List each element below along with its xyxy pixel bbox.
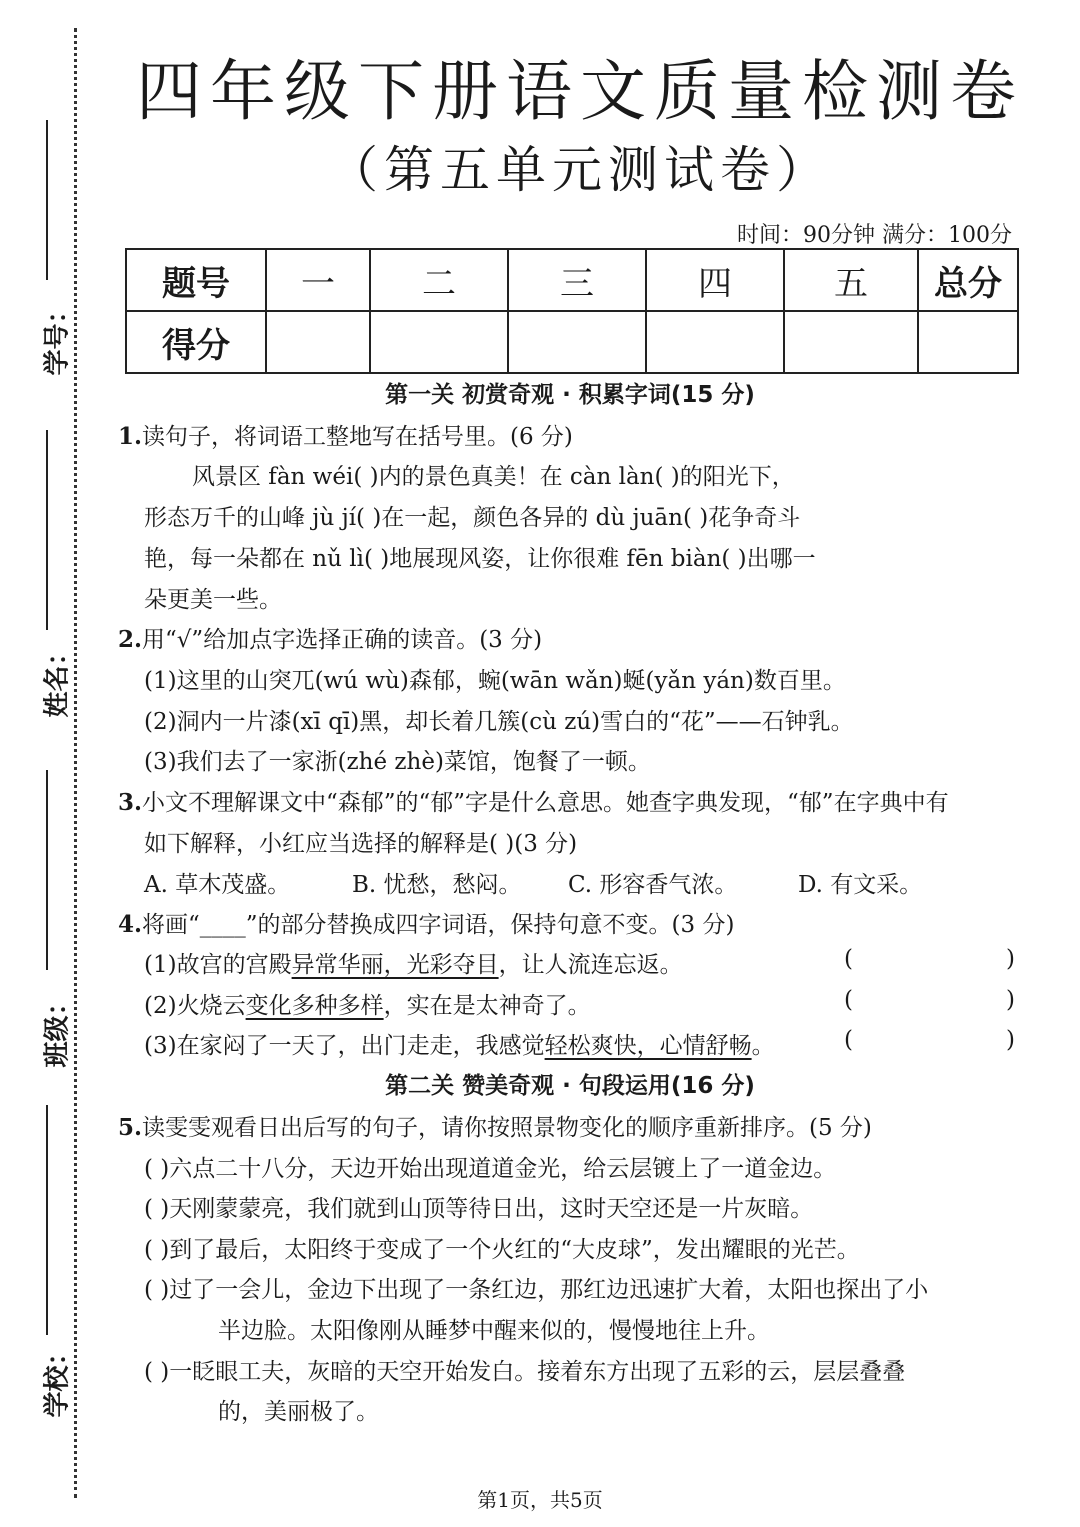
answer-paren-close: ): [1006, 987, 1015, 1013]
q4-item-text: ，让人流连忘返。: [498, 952, 683, 978]
score-cell[interactable]: [370, 311, 508, 373]
question-number: 3.: [118, 789, 143, 816]
answer-paren-close: ): [1006, 1027, 1015, 1053]
score-row-label: 得分: [126, 311, 266, 373]
question-text: 读句子，将词语工整地写在括号里。(6 分): [142, 424, 573, 450]
class-label: 班级：: [42, 989, 73, 1068]
answer-paren-open[interactable]: (: [844, 1027, 853, 1053]
name-line: [46, 430, 48, 630]
score-cell[interactable]: [918, 311, 1018, 373]
q5-item-continuation: 的，美丽极了。: [218, 1399, 379, 1425]
score-table: [125, 248, 1019, 374]
cut-line: [74, 28, 77, 1498]
q4-underlined-phrase: 轻松爽快，心情舒畅: [544, 1033, 752, 1059]
q4-item-text: 。: [751, 1033, 775, 1059]
question-3: [118, 784, 949, 817]
q3-option: D. 有文采。: [798, 872, 923, 898]
q2-item: (2)洞内一片漆(xī qī)黑，却长着几簇(cù zú)雪白的“花”——石钟乳。: [144, 709, 854, 735]
question-text: 读雯雯观看日出后写的句子，请你按照景物变化的顺序重新排序。(5 分): [142, 1115, 872, 1141]
score-header-cell: 一: [266, 249, 370, 311]
student-id-label: 学号：: [42, 297, 73, 376]
page-subtitle: （第五单元测试卷）: [328, 141, 832, 199]
question-number: 5.: [118, 1114, 143, 1141]
question-number: 2.: [118, 626, 143, 653]
school-label: 学校：: [42, 1339, 73, 1418]
score-header-cell: 三: [508, 249, 646, 311]
question-number: 1.: [118, 423, 143, 450]
score-header-cell: 总分: [918, 249, 1018, 311]
q3-line: 如下解释，小红应当选择的解释是( )(3 分): [144, 831, 578, 857]
score-cell[interactable]: [784, 311, 918, 373]
answer-paren-close: ): [1006, 946, 1015, 972]
q4-item: [144, 1027, 775, 1060]
q5-item: ( )到了最后，太阳终于变成了一个火红的“大皮球”，发出耀眼的光芒。: [144, 1237, 860, 1263]
question-text: 将画“____”的部分替换成四字词语，保持句意不变。(3 分): [142, 912, 735, 938]
q5-item-continuation: 半边脸。太阳像刚从睡梦中醒来似的，慢慢地往上升。: [218, 1318, 770, 1344]
score-table-header-row: [126, 249, 1018, 311]
name-label: 姓名：: [42, 639, 73, 718]
score-table-score-row: [126, 311, 1018, 373]
question-1: [118, 418, 573, 451]
q1-line: 艳，每一朵都在 nǔ lì( )地展现风姿，让你很难 fēn biàn( )出哪一: [144, 546, 816, 572]
school-line: [46, 1105, 48, 1335]
q4-underlined-phrase: 变化多种多样: [245, 993, 384, 1019]
question-number: 4.: [118, 911, 143, 938]
q2-item: (1)这里的山突兀(wú wù)森郁，蜿(wān wǎn)蜒(yǎn yán)数百里。: [144, 668, 846, 694]
q4-item-text: ，实在是太神奇了。: [383, 993, 591, 1019]
q3-option: C. 形容香气浓。: [568, 872, 738, 898]
section-heading-1: 第一关 初赏奇观 · 积累字词(15 分): [385, 382, 755, 408]
q4-item-text: (3)在家闷了一天了，出门走走，我感觉: [144, 1033, 545, 1059]
q5-item: ( )过了一会儿，金边下出现了一条红边，那红边迅速扩大着，太阳也探出了小: [144, 1277, 929, 1303]
score-header-cell: 四: [646, 249, 784, 311]
q5-item: ( )天刚蒙蒙亮，我们就到山顶等待日出，这时天空还是一片灰暗。: [144, 1196, 814, 1222]
student-id-line: [46, 120, 48, 280]
answer-paren-open[interactable]: (: [844, 987, 853, 1013]
answer-paren-open[interactable]: (: [844, 946, 853, 972]
page-title: 四年级下册语文质量检测卷: [136, 53, 1024, 130]
q4-item-text: (1)故宫的宫殿: [144, 952, 292, 978]
score-cell[interactable]: [646, 311, 784, 373]
time-info: 时间：90分钟 满分：100分: [737, 223, 1012, 248]
q1-line: 形态万千的山峰 jù jí( )在一起，颜色各异的 dù juān( )花争奇斗: [144, 505, 801, 531]
score-header-cell: 五: [784, 249, 918, 311]
question-text: 小文不理解课文中“森郁”的“郁”字是什么意思。她查字典发现，“郁”在字典中有: [142, 790, 949, 816]
page-footer: 第1页，共5页: [477, 1488, 603, 1512]
q5-item: ( )一眨眼工夫，灰暗的天空开始发白。接着东方出现了五彩的云，层层叠叠: [144, 1359, 906, 1385]
score-header-cell: 二: [370, 249, 508, 311]
q4-item: [144, 946, 683, 979]
question-5: [118, 1109, 872, 1142]
class-line: [46, 770, 48, 970]
question-4: [118, 906, 734, 939]
score-header-cell: 题号: [126, 249, 266, 311]
score-cell[interactable]: [266, 311, 370, 373]
section-heading-2: 第二关 赞美奇观 · 句段运用(16 分): [385, 1073, 755, 1099]
q5-item: ( )六点二十八分，天边开始出现道道金光，给云层镀上了一道金边。: [144, 1156, 837, 1182]
question-2: [118, 621, 542, 654]
question-text: 用“√”给加点字选择正确的读音。(3 分): [142, 627, 543, 653]
score-cell[interactable]: [508, 311, 646, 373]
q3-option: A. 草木茂盛。: [144, 872, 291, 898]
q2-item: (3)我们去了一家浙(zhé zhè)菜馆，饱餐了一顿。: [144, 749, 651, 775]
q1-line: 风景区 fàn wéi( )内的景色真美！在 càn làn( )的阳光下，: [192, 464, 795, 490]
binding-strip: [0, 0, 100, 1527]
q1-line: 朵更美一些。: [144, 587, 282, 613]
q4-item: [144, 987, 591, 1020]
q4-underlined-phrase: 异常华丽，光彩夺目: [291, 952, 499, 978]
q3-option: B. 忧愁，愁闷。: [352, 872, 522, 898]
q4-item-text: (2)火烧云: [144, 993, 246, 1019]
